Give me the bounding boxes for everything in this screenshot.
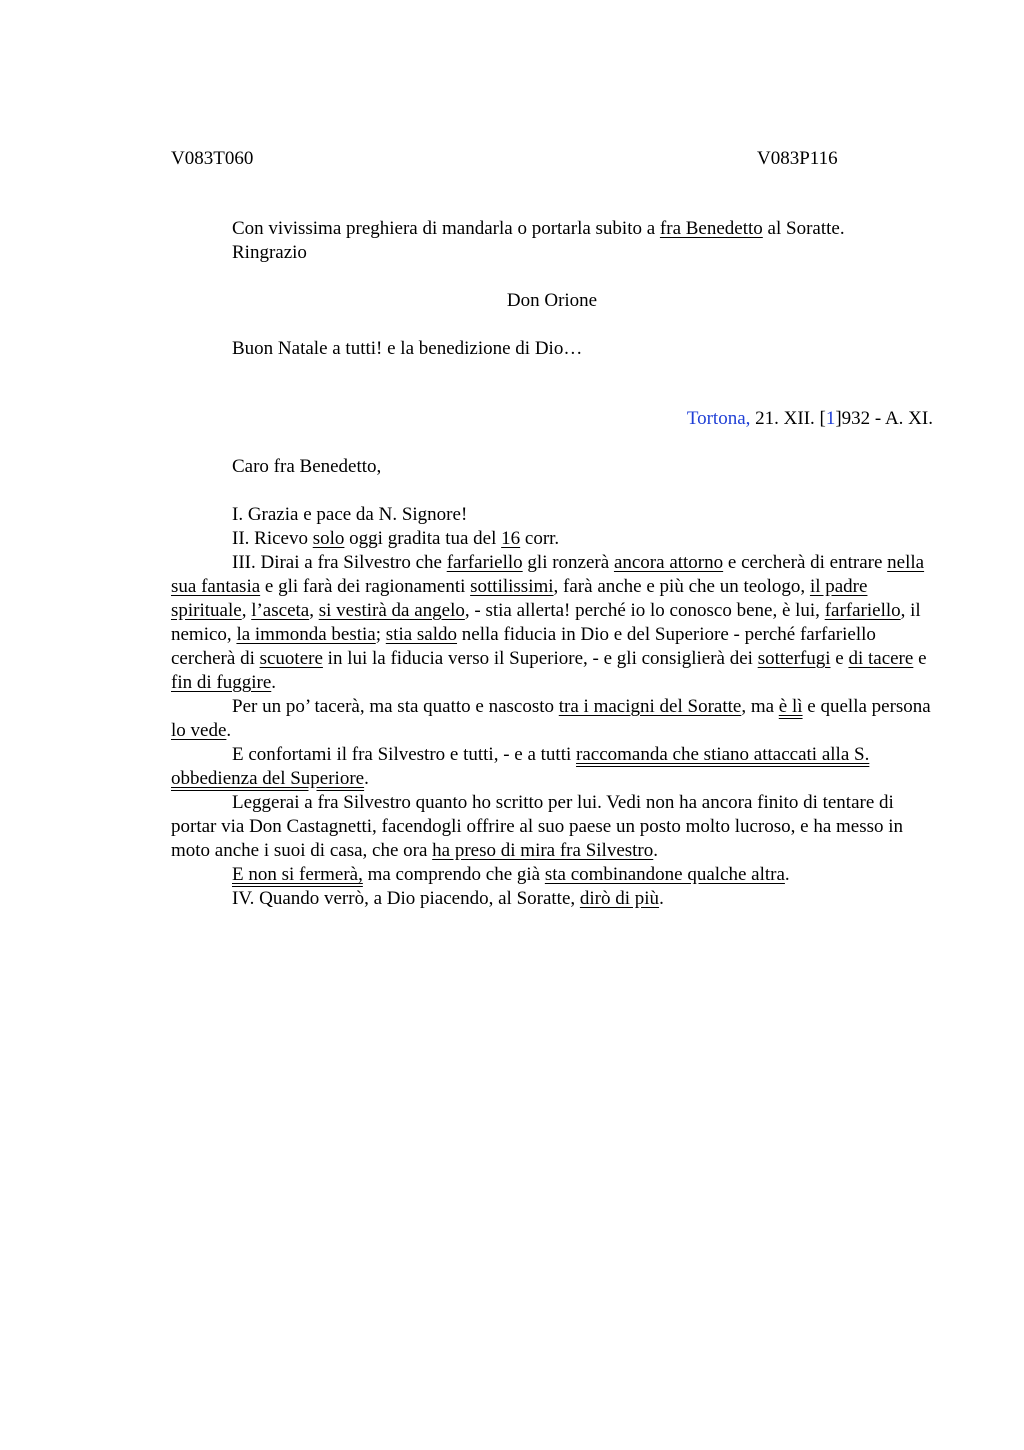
paragraph-5: E confortami il fra Silvestro e tutti, - e a tutti raccomanda che stiano attaccati alla S. obbedienza del Superiore. xyxy=(171,744,870,789)
signature: Don Orione xyxy=(506,290,598,311)
postscript xyxy=(171,217,933,265)
paragraph-2: II. Ricevo solo oggi gradita tua del 16 corr. xyxy=(232,528,560,549)
greeting: Caro fra Benedetto, xyxy=(232,456,382,477)
christmas-wish: Buon Natale a tutti! e la benedizione di Dio… xyxy=(232,338,583,359)
paragraph-8: IV. Quando verrò, a Dio piacendo, al Soratte, dirò di più. xyxy=(232,888,664,909)
paragraph-3: III. Dirai a fra Silvestro che farfariello gli ronzerà ancora attorno e cercherà di entrare nella sua fantasia e gli farà dei ragionamenti sottilissimi, farà anche e più che un teologo, il padre spirituale, l’asceta, si vestirà da angelo, - stia allerta! perché io lo conosco bene, è lui, farfariello, il nemico, la immonda bestia; stia saldo nella fiducia in Dio e del Superiore - perché farfariello cercherà di scuotere in lui la fiducia verso il Superiore, - e gli consiglierà dei sotterfugi e di tacere e fin di fuggire. xyxy=(171,552,927,693)
document-code-left: V083T060 xyxy=(171,148,254,169)
document-code-right: V083P116 xyxy=(757,148,838,169)
paragraph-6: Leggerai a fra Silvestro quanto ho scritto per lui. Vedi non ha ancora finito di tentare di portar via Don Castagnetti, facendogli offrire al suo paese un posto molto lucroso, e ha messo in moto anche i suoi di casa, che ora ha preso di mira fra Silvestro. xyxy=(171,792,904,861)
postscript-line2: Ringrazio xyxy=(232,242,307,263)
dateline-place: Tortona, xyxy=(686,408,751,429)
postscript-line1: Con vivissima preghiera di mandarla o portarla subito a fra Benedetto al Soratte. xyxy=(232,218,845,239)
dateline: Tortona, 21. XII. [1]932 - A. XI. xyxy=(686,408,933,429)
paragraph-4: Per un po’ tacerà, ma sta quatto e nascosto tra i macigni del Soratte, ma è lì e quella persona lo vede. xyxy=(171,696,931,741)
letter-body xyxy=(171,503,933,911)
paragraph-7: E non si fermerà, ma comprendo che già sta combinandone qualche altra. xyxy=(232,864,790,885)
paragraph-1: I. Grazia e pace da N. Signore! xyxy=(232,504,468,525)
